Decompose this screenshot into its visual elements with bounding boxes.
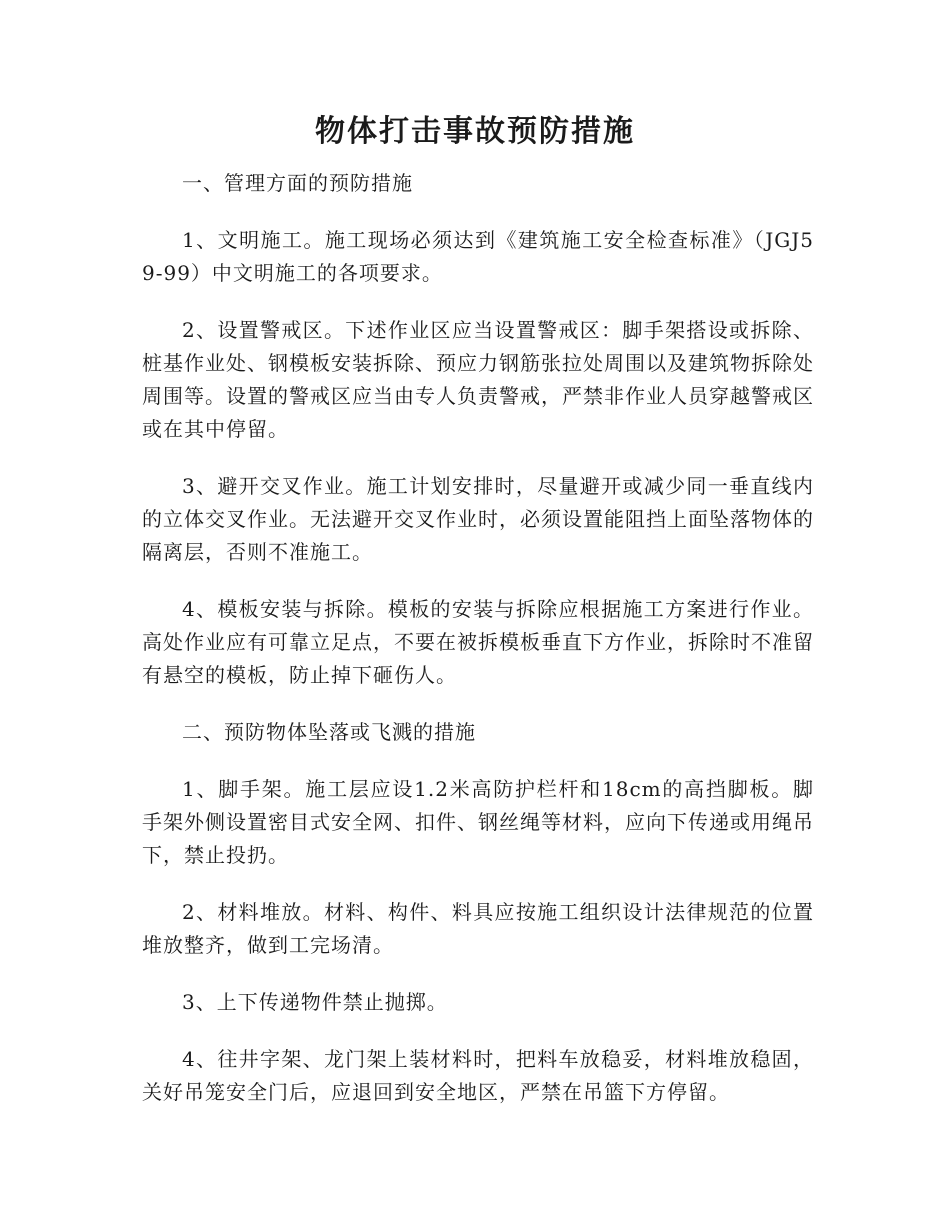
document-body [142,167,814,1109]
paragraph-formwork: 4、模板安装与拆除。模板的安装与拆除应根据施工方案进行作业。高处作业应有可靠立足点，不要在被拆模板垂直下方作业，拆除时不准留有悬空的模板，防止掉下砸伤人。 [142,597,814,687]
section-heading-falling-objects: 二、预防物体坠落或飞溅的措施 [182,720,476,744]
paragraph-scaffolding: 1、脚手架。施工层应设1.2米高防护栏杆和18cm的高挡脚板。脚手架外侧设置密目式安全网、扣件、钢丝绳等材料，应向下传递或用绳吊下，禁止投扔。 [142,777,814,867]
paragraph-warning-zone: 2、设置警戒区。下述作业区应当设置警戒区：脚手架搭设或拆除、桩基作业处、钢模板安装拆除、预应力钢筋张拉处周围以及建筑物拆除处周围等。设置的警戒区应当由专人负责警戒，严禁非作业人员穿越警戒区或在其中停留。 [142,318,814,441]
document-title: 物体打击事故预防措施 [315,114,635,149]
section-heading-management: 一、管理方面的预防措施 [182,171,413,195]
paragraph-material-stacking: 2、材料堆放。材料、构件、料具应按施工组织设计法律规范的位置堆放整齐，做到工完场清。 [142,900,814,957]
paragraph-hoist-loading: 4、往井字架、龙门架上装材料时，把料车放稳妥，材料堆放稳固，关好吊笼安全门后，应退回到安全地区，严禁在吊篮下方停留。 [142,1047,814,1104]
paragraph-civilized-construction: 1、文明施工。施工现场必须达到《建筑施工安全检查标准》（JGJ59-99）中文明施工的各项要求。 [142,228,814,285]
paragraph-no-throwing: 3、上下传递物件禁止抛掷。 [182,990,448,1014]
paragraph-avoid-cross-operations: 3、避开交叉作业。施工计划安排时，尽量避开或减少同一垂直线内的立体交叉作业。无法避开交叉作业时，必须设置能阻挡上面坠落物体的隔离层，否则不准施工。 [142,474,814,564]
